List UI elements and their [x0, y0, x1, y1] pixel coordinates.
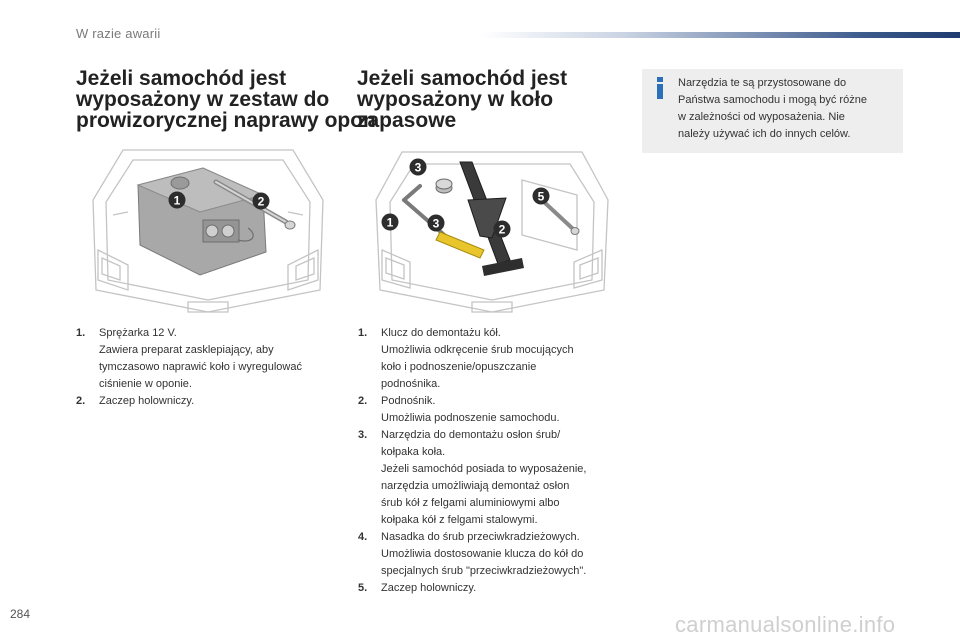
callout-1: [169, 192, 186, 209]
item-line: narzędzia umożliwiają demontaż osłon: [381, 480, 570, 492]
spare-wheel-tools-list: [358, 325, 586, 597]
item-number: 5.: [358, 582, 368, 594]
item-line: Sprężarka 12 V.: [99, 327, 177, 339]
svg-text:1: 1: [173, 193, 181, 208]
info-box: [642, 69, 903, 153]
svg-text:1: 1: [386, 215, 394, 230]
info-line: Państwa samochodu i mogą być różne: [678, 94, 867, 106]
item-line: specjalnych śrub "przeciwkradzieżowych".: [381, 565, 587, 577]
item-line: Klucz do demontażu kół.: [381, 327, 501, 339]
svg-text:2: 2: [498, 222, 506, 237]
item-number: 4.: [358, 531, 368, 543]
title-line: wyposażony w koło: [357, 88, 554, 111]
item-line: ciśnienie w oponie.: [99, 378, 192, 390]
item-line: Zaczep holowniczy.: [99, 395, 195, 407]
item-line: Narzędzia do demontażu osłon śrub/: [381, 429, 561, 441]
item-number: 3.: [358, 429, 368, 441]
list-item: [358, 427, 586, 529]
title-line: Jeżeli samochód jest: [76, 67, 287, 90]
info-icon: [654, 77, 666, 99]
list-item: [76, 393, 302, 410]
item-line: śrub kół z felgami aluminiowymi albo: [381, 497, 560, 509]
anti-theft-socket: [436, 179, 452, 193]
item-line: Umożliwia odkręcenie śrub mocujących: [381, 344, 574, 356]
item-line: tymczasowo naprawić koło i wyregulować: [99, 361, 302, 373]
info-line: w zależności od wyposażenia. Nie: [678, 111, 845, 123]
callout-3-bottom: [428, 215, 445, 232]
item-line: Zawiera preparat zasklepiający, aby: [99, 344, 274, 356]
list-item: [358, 325, 586, 393]
item-line: kołpaka kół z felgami stalowymi.: [381, 514, 538, 526]
svg-text:5: 5: [537, 189, 545, 204]
callout-5: [533, 188, 550, 205]
title-line: Jeżeli samochód jest: [357, 67, 568, 90]
item-number: 2.: [76, 395, 86, 407]
item-line: kołpaka koła.: [381, 446, 446, 458]
jack: [460, 162, 524, 276]
info-line: należy używać ich do innych celów.: [678, 128, 851, 140]
info-text: [678, 75, 898, 143]
item-line: Umożliwia dostosowanie klucza do kół do: [381, 548, 584, 560]
title-line: prowizorycznej naprawy opon: [76, 109, 376, 132]
towing-eye: [544, 202, 579, 235]
list-item: [358, 529, 586, 580]
item-line: podnośnika.: [381, 378, 441, 390]
item-line: Umożliwia podnoszenie samochodu.: [381, 412, 560, 424]
header-bar: [480, 32, 960, 38]
repair-kit-illustration: [88, 140, 328, 315]
list-item: [358, 580, 586, 597]
list-item: [358, 393, 586, 427]
trim-removal-tool: [436, 232, 484, 258]
svg-text:2: 2: [257, 194, 265, 209]
title-line: wyposażony w zestaw do: [76, 88, 330, 111]
wheel-wrench: [404, 186, 450, 240]
item-number: 1.: [76, 327, 86, 339]
callout-3-top: [410, 159, 427, 176]
item-number: 2.: [358, 395, 368, 407]
title-line: zapasowe: [357, 109, 457, 132]
callout-1: [382, 214, 399, 231]
list-item: [76, 325, 302, 393]
header-title: W razie awarii: [76, 26, 161, 41]
spare-wheel-tools-illustration: [372, 140, 612, 315]
watermark: carmanualsonline.info: [675, 612, 896, 637]
item-line: koło i podnoszenie/opuszczanie: [381, 361, 537, 373]
item-line: Jeżeli samochód posiada to wyposażenie,: [381, 463, 587, 475]
svg-text:3: 3: [432, 216, 440, 231]
item-number: 1.: [358, 327, 368, 339]
svg-text:3: 3: [414, 160, 422, 175]
section-title-spare-wheel: [357, 68, 567, 131]
item-line: Nasadka do śrub przeciwkradzieżowych.: [381, 531, 580, 543]
info-line: Narzędzia te są przystosowane do: [678, 77, 847, 89]
item-line: Zaczep holowniczy.: [381, 582, 477, 594]
section-title-repair-kit: [76, 68, 376, 131]
item-line: Podnośnik.: [381, 395, 436, 407]
page-number: 284: [10, 607, 31, 621]
compressor: [138, 168, 266, 275]
callout-2: [494, 221, 511, 238]
repair-kit-list: [76, 325, 302, 410]
callout-2: [253, 193, 270, 210]
